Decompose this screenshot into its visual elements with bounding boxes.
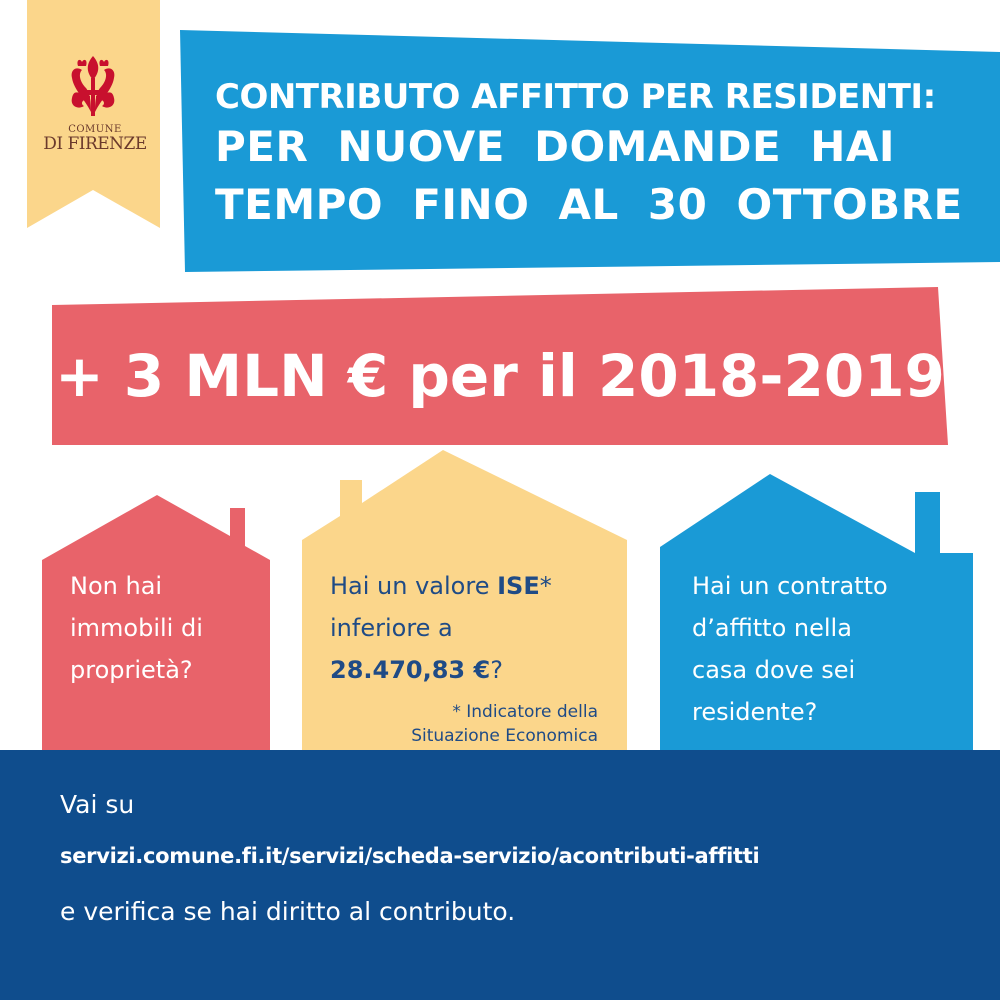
house-2-line-3 bbox=[330, 649, 620, 691]
house-2-text bbox=[330, 565, 620, 691]
header-line-1: CONTRIBUTO AFFITTO PER RESIDENTI: bbox=[215, 77, 936, 117]
house-3-line-2: d’affitto nella bbox=[692, 614, 852, 642]
house-3-line-4: residente? bbox=[692, 698, 818, 726]
house-2-ise: ISE bbox=[497, 572, 540, 600]
house-2-line-1-pre: Hai un valore bbox=[330, 572, 498, 600]
logo-comune-text: COMUNE bbox=[68, 124, 122, 135]
house-1-line-2: immobili di bbox=[70, 614, 203, 642]
logo-firenze-text: DI FIRENZE bbox=[43, 134, 147, 154]
house-3-text bbox=[692, 565, 967, 733]
house-2-asterisk: * bbox=[539, 572, 552, 600]
house-3-line-1: Hai un contratto bbox=[692, 572, 888, 600]
house-2-note-1: * Indicatore della bbox=[452, 702, 598, 722]
house-2-line-1 bbox=[330, 565, 620, 607]
house-3-line-3: casa dove sei bbox=[692, 656, 856, 684]
header-title bbox=[215, 76, 963, 234]
house-2-question: ? bbox=[490, 656, 503, 684]
house-1-text bbox=[70, 565, 265, 691]
footer-cta: e verifica se hai diritto al contributo. bbox=[60, 897, 516, 926]
house-2-line-2: inferiore a bbox=[330, 614, 453, 642]
funding-headline: + 3 MLN € per il 2018-2019 bbox=[55, 342, 945, 410]
house-2-note-2: Situazione Economica bbox=[411, 726, 598, 746]
header-line-3: TEMPO FINO AL 30 OTTOBRE bbox=[215, 180, 963, 229]
house-1-line-1: Non hai bbox=[70, 572, 163, 600]
footer-url-link[interactable]: servizi.comune.fi.it/servizi/scheda-servizio/acontributi-affitti bbox=[60, 844, 760, 868]
house-1-line-3: proprietà? bbox=[70, 656, 193, 684]
footer-band bbox=[0, 750, 1000, 1000]
footer-intro: Vai su bbox=[60, 790, 135, 819]
florence-lily-icon bbox=[72, 56, 115, 116]
house-2-footnote bbox=[330, 700, 598, 748]
house-2-amount: 28.470,83 € bbox=[330, 656, 491, 684]
header-line-2: PER NUOVE DOMANDE HAI bbox=[215, 122, 896, 171]
